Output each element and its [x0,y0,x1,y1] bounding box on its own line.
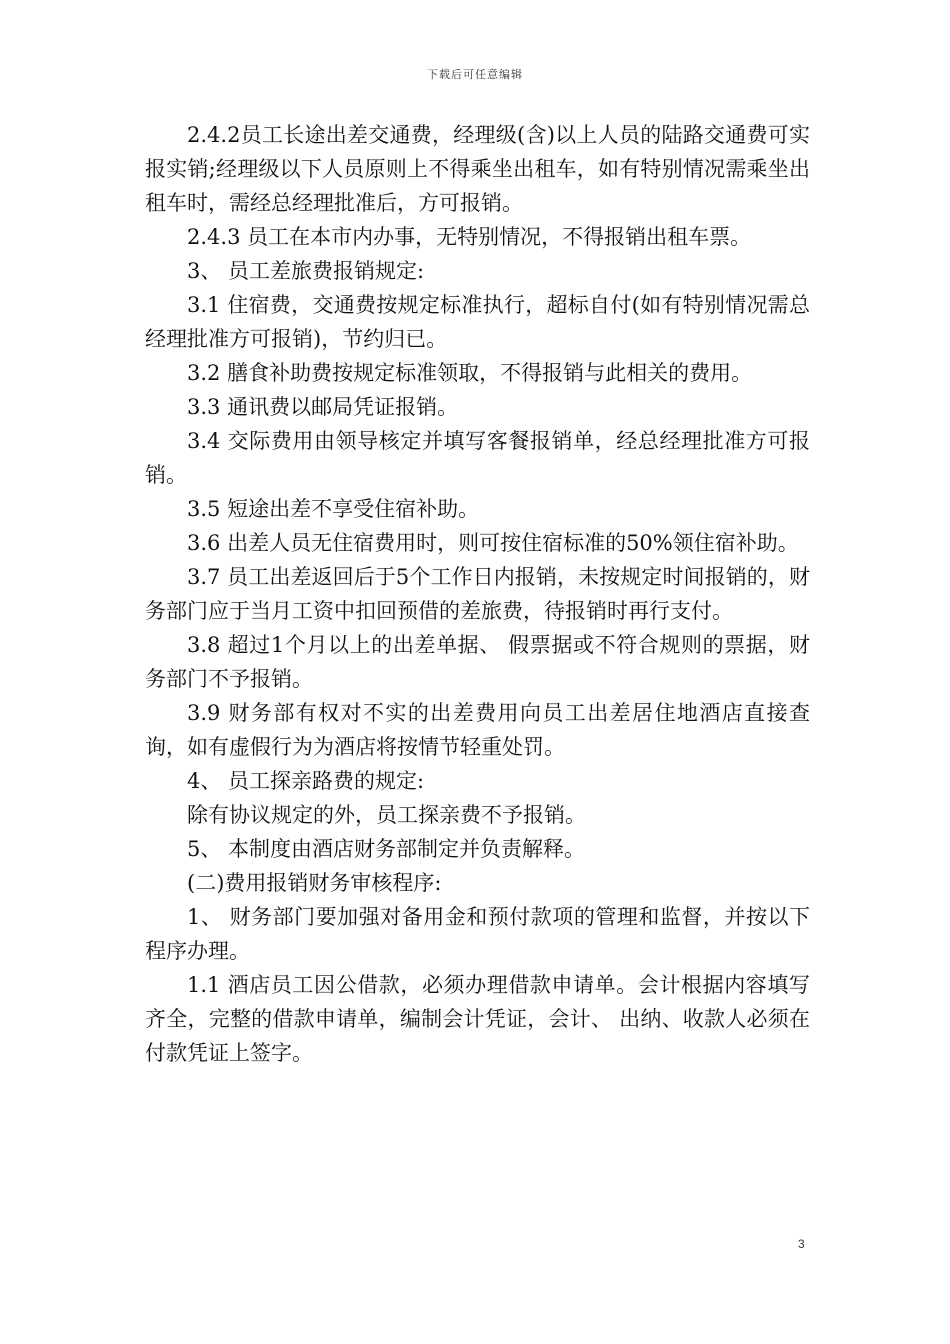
paragraph: 3.8 超过1个月以上的出差单据、 假票据或不符合规则的票据，财务部门不予报销。 [145,633,810,691]
paragraph: 3.6 出差人员无住宿费用时，则可按住宿标准的50%领住宿补助。 [187,531,799,555]
paragraph: 3.4 交际费用由领导核定并填写客餐报销单，经总经理批准方可报销。 [145,429,810,487]
section-heading: 5、 本制度由酒店财务部制定并负责解释。 [187,837,586,861]
paragraph: 1、 财务部门要加强对备用金和预付款项的管理和监督，并按以下程序办理。 [145,905,810,963]
section-heading: 3、 员工差旅费报销规定: [187,259,425,283]
paragraph: 除有协议规定的外，员工探亲费不予报销。 [187,803,586,827]
paragraph: 1.1 酒店员工因公借款，必须办理借款申请单。会计根据内容填写齐全，完整的借款申请单，编制会计凭证，会计、 出纳、收款人必须在付款凭证上签字。 [145,973,810,1065]
paragraph: 3.2 膳食补助费按规定标准领取，不得报销与此相关的费用。 [187,361,753,385]
section-heading: 4、 员工探亲路费的规定: [187,769,425,793]
section-heading: (二)费用报销财务审核程序: [187,871,442,895]
paragraph: 2.4.3 员工在本市内办事，无特别情况，不得报销出租车票。 [187,225,752,249]
paragraph: 3.9 财务部有权对不实的出差费用向员工出差居住地酒店直接查询，如有虚假行为为酒店将按情节轻重处罚。 [145,701,810,759]
paragraph: 3.1 住宿费，交通费按规定标准执行，超标自付(如有特别情况需总经理批准方可报销)，节约归已。 [145,293,810,351]
document-body [145,118,810,1070]
page-number: 3 [798,1237,805,1251]
paragraph: 3.5 短途出差不享受住宿补助。 [187,497,480,521]
paragraph: 3.7 员工出差返回后于5个工作日内报销，未按规定时间报销的，财务部门应于当月工资中扣回预借的差旅费，待报销时再行支付。 [145,565,810,623]
page-header: 下载后可任意编辑 [427,68,523,81]
paragraph: 3.3 通讯费以邮局凭证报销。 [187,395,459,419]
paragraph: 2.4.2员工长途出差交通费，经理级(含)以上人员的陆路交通费可实报实销;经理级以下人员原则上不得乘坐出租车，如有特别情况需乘坐出租车时，需经总经理批准后，方可报销。 [145,123,810,215]
